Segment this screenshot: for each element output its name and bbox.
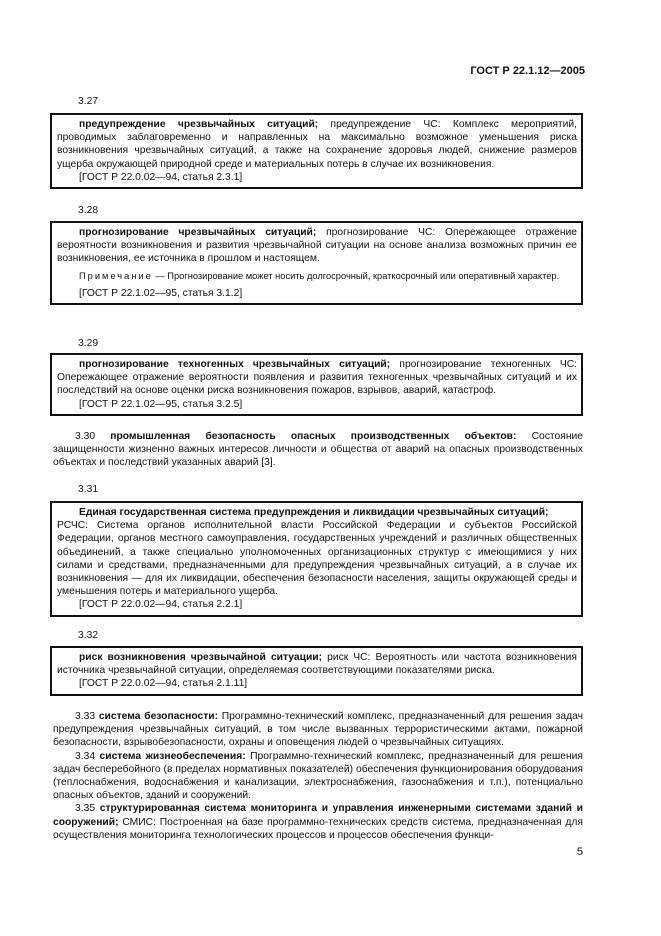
definition: Программно-технический комплекс, предназначенный для решения задач предупреждения чрезвычайных ситуаций, в том числе вызванных террористическими актами, пожарной безопасности, взрывобезопасности, охраны и оповещения людей о чрезвычайных ситуациях.: [53, 711, 583, 749]
definition: СМИС: Построенная на базе программно-технических средств система, предназначенная для осуществления мониторинга технологических процессов и процессов обеспечения функци-: [53, 816, 583, 841]
entry-number: 3.30: [75, 431, 96, 442]
source-reference: [ГОСТ Р 22.1.02—95, статья 3.1.2]: [79, 287, 243, 299]
term-definition: [53, 430, 583, 470]
term: система жизнеобеспечения:: [99, 750, 246, 762]
definition: РСЧС: Система органов исполнительной власти Российской Федерации и субъектов Российской Федерации, органов местного самоуправления, государственных учреждений и различных общественных объединений, а также специально уполномоченных организационных структур с имеющимися у них силами и средствами, предназначенными для предупреждения чрезвычайных ситуаций, а в случае их возникновения — для их ликвидации, обеспечения безопасности населения, защиты окружающей среды и уменьшения потерь и материального ущерба.: [57, 520, 577, 598]
source-reference: [ГОСТ Р 22.1.02—95, статья 3.2.5]: [79, 398, 243, 410]
note: [57, 270, 577, 283]
term: система безопасности:: [98, 711, 219, 722]
entry-number: 3.34: [75, 750, 96, 762]
term: предупреждение чрезвычайных ситуаций;: [79, 119, 319, 130]
entry-number: 3.33: [75, 711, 96, 722]
paragraph-3-30: [53, 430, 583, 470]
term-definition: [57, 358, 577, 398]
document-header: ГОСТ Р 22.1.12—2005: [470, 65, 585, 77]
term: прогнозирование техногенных чрезвычайных ситуаций;: [79, 359, 391, 370]
term-definition: [57, 506, 577, 598]
term-box-3-31: [50, 501, 583, 617]
term: Единая государственная система предупреждения и ликвидации чрезвычайных ситуаций;: [79, 507, 549, 518]
term-box-3-32: [50, 646, 583, 696]
term-definition: [57, 651, 577, 677]
term-definition: [53, 750, 583, 803]
entry-number: 3.35: [75, 803, 96, 815]
term-definition: [53, 710, 583, 750]
term: риск возникновения чрезвычайной ситуации;: [79, 652, 323, 663]
entry-number: 3.32: [78, 630, 99, 641]
entry-number: 3.28: [78, 205, 99, 216]
entry-number: 3.29: [78, 338, 99, 349]
entry-number: 3.31: [78, 484, 99, 495]
term: структурированная система мониторинга и управления инженерными системами зданий и сооружений;: [53, 803, 583, 828]
definition: риск ЧС: Вероятность или частота возникновения источника чрезвычайной ситуации, определяемая соответствующими показателями риска.: [57, 652, 577, 677]
definition: предупреждение ЧС: Комплекс мероприятий, проводимых заблаговременно и направленных на максимально возможное уменьшения риска возникновения чрезвычайных ситуаций, а также на сохранение здоровья людей, снижение размеров ущерба окружающей природной среде и материальных потерь в случае их возникновения.: [57, 119, 577, 170]
term-definition: [53, 802, 583, 842]
entry-number: 3.27: [78, 96, 99, 107]
term: промышленная безопасность опасных производственных объектов:: [110, 431, 517, 442]
note-text: — Прогнозирование может носить долгосрочный, краткосрочный или оперативный характер.: [152, 270, 560, 281]
term-definition: [57, 118, 577, 171]
definition: прогнозирование техногенных ЧС: Опережающее отражение вероятности появления и развития техногенных чрезвычайных ситуаций и их последствий на основе оценки риска возникновения пожаров, взрывов, аварий, катастроф.: [57, 359, 577, 397]
term-box-3-29: [50, 353, 583, 416]
term-box-3-27: [50, 113, 583, 189]
term-definition: [57, 226, 577, 266]
source-reference: [ГОСТ Р 22.0.02—94, статья 2.2.1]: [79, 599, 243, 611]
term-box-3-28: [50, 221, 583, 305]
definition: Состояние защищенности жизненно важных интересов личности и общества от аварий на опасных производственных объектах и последствий указанных аварий [3].: [53, 431, 583, 469]
page-number: 5: [576, 846, 583, 858]
definition: Программно-технический комплекс, предназначенный для решения задач бесперебойного (в пределах нормативных показателей) обеспечения функционирования оборудования (теплоснабжения, водоснабжения и канализации, электроснабжения, газоснабжения и т.п.), потенциально опасных объектов, зданий и сооружений.: [53, 750, 583, 802]
term: прогнозирование чрезвычайных ситуаций;: [79, 227, 317, 238]
source-reference: [ГОСТ Р 22.0.02—94, статья 2.3.1]: [79, 171, 243, 183]
definition: прогнозирование ЧС: Опережающее отражение вероятности возникновения и развития чрезвычайной ситуации на основе анализа возможных причин ее возникновения, ее источника в прошлом и настоящем.: [57, 227, 577, 265]
paragraphs-3-33-to-3-35: [53, 710, 583, 842]
source-reference: [ГОСТ Р 22.0.02—94, статья 2.1.11]: [79, 678, 248, 690]
note-label: Примечание: [79, 270, 153, 281]
